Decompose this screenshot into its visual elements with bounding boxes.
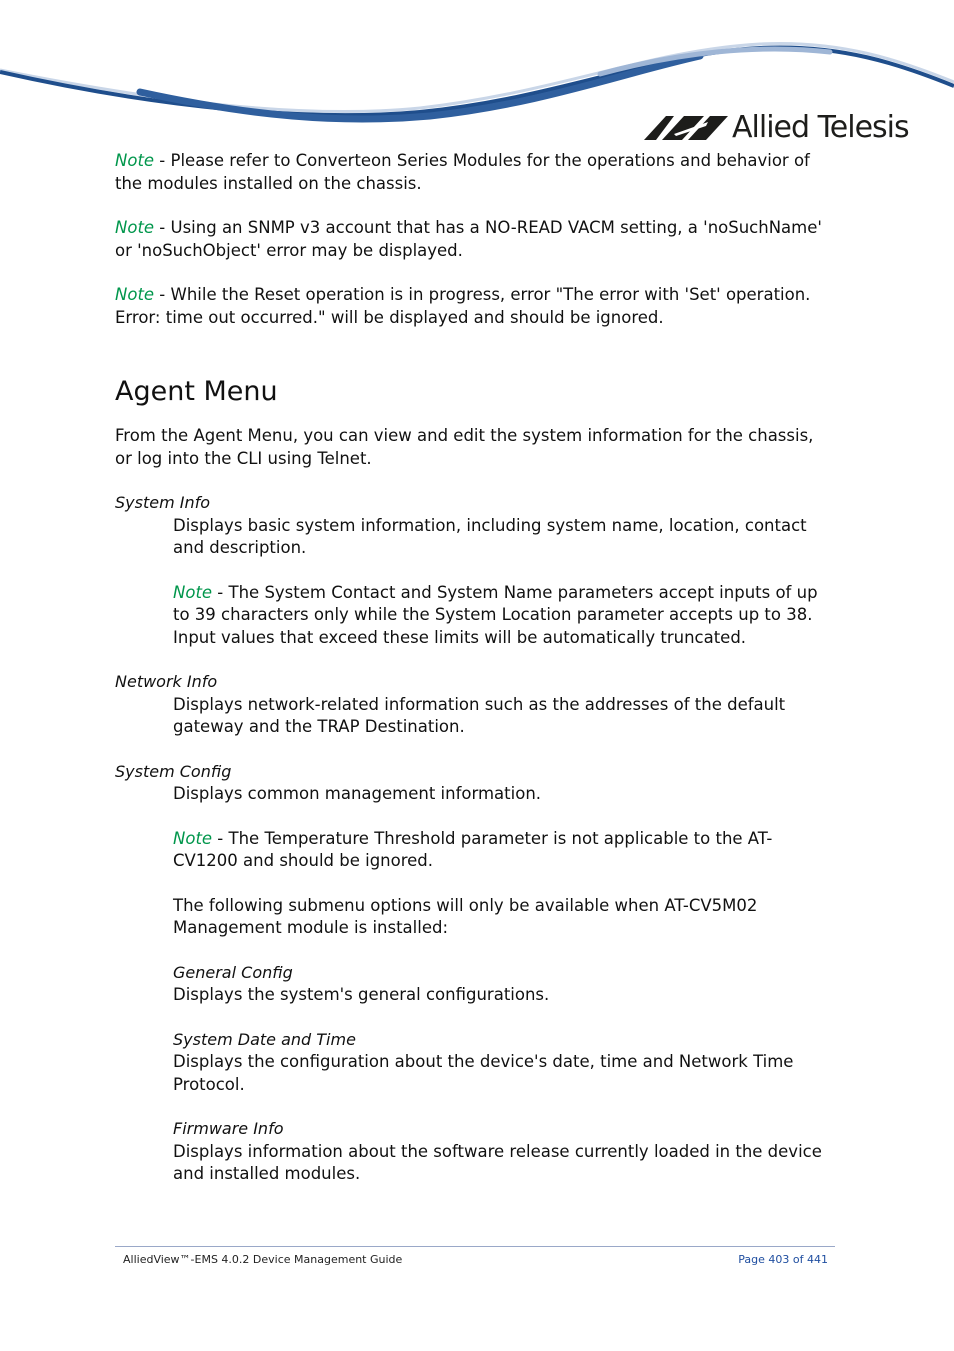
note-text: - While the Reset operation is in progress, error "The error with 'Set' operation. Error: time out occurred." will be displayed and should be ignored. bbox=[115, 285, 811, 327]
footer-divider bbox=[115, 1246, 835, 1247]
note-label: Note bbox=[115, 218, 155, 237]
note-label: Note bbox=[115, 285, 155, 304]
note-text: - The System Contact and System Name parameters accept inputs of up to 39 characters only while the System Location parameter accepts up to 38. Input values that exceed these limits will be automatically truncated. bbox=[173, 582, 818, 647]
system-date-time-description: Displays the configuration about the device's date, time and Network Time Protocol. bbox=[173, 1052, 794, 1094]
note-text: - Please refer to Converteon Series Modules for the operations and behavior of the modules installed on the chassis. bbox=[115, 151, 810, 193]
section-title: Agent Menu bbox=[115, 376, 278, 407]
general-config-description: Displays the system's general configurations. bbox=[173, 985, 550, 1004]
note-label: Note bbox=[173, 582, 213, 602]
term-firmware-info: Firmware Info bbox=[173, 1119, 284, 1138]
note-label: Note bbox=[115, 151, 155, 170]
term-system-info: System Info bbox=[115, 493, 211, 512]
footer-doc-title: AlliedView™-EMS 4.0.2 Device Management Guide bbox=[123, 1253, 403, 1266]
submenu-intro: The following submenu options will only be available when AT-CV5M02 Management module is installed: bbox=[173, 895, 758, 937]
term-general-config: General Config bbox=[173, 962, 293, 982]
term-system-date-time: System Date and Time bbox=[173, 1029, 356, 1049]
system-config-description: Displays common management information. bbox=[173, 784, 542, 803]
note-label: Note bbox=[173, 828, 213, 848]
note-paragraph bbox=[115, 217, 835, 262]
allied-telesis-logo bbox=[644, 110, 909, 146]
term-network-info: Network Info bbox=[115, 672, 218, 691]
document-body bbox=[115, 150, 835, 1186]
note-paragraph bbox=[115, 284, 835, 329]
footer-page-number: Page 403 of 441 bbox=[738, 1253, 828, 1266]
system-info-description: Displays basic system information, including system name, location, contact and description. bbox=[173, 515, 807, 557]
note-paragraph bbox=[115, 150, 835, 195]
firmware-info-description: Displays information about the software release currently loaded in the device and installed modules. bbox=[173, 1141, 822, 1183]
network-info-description: Displays network-related information such as the addresses of the default gateway and the TRAP Destination. bbox=[173, 694, 786, 736]
term-system-config: System Config bbox=[115, 761, 232, 781]
note-text: - Using an SNMP v3 account that has a NO-READ VACM setting, a 'noSuchName' or 'noSuchObject' error may be displayed. bbox=[115, 218, 822, 260]
note-text: - The Temperature Threshold parameter is not applicable to the AT-CV1200 and should be ignored. bbox=[173, 828, 773, 870]
note-paragraph bbox=[173, 582, 835, 650]
note-paragraph bbox=[173, 828, 835, 873]
section-intro: From the Agent Menu, you can view and edit the system information for the chassis, or log into the CLI using Telnet. bbox=[115, 426, 814, 468]
allied-telesis-logo-mark-icon bbox=[644, 116, 728, 140]
logo-text: Allied Telesis bbox=[732, 110, 909, 145]
